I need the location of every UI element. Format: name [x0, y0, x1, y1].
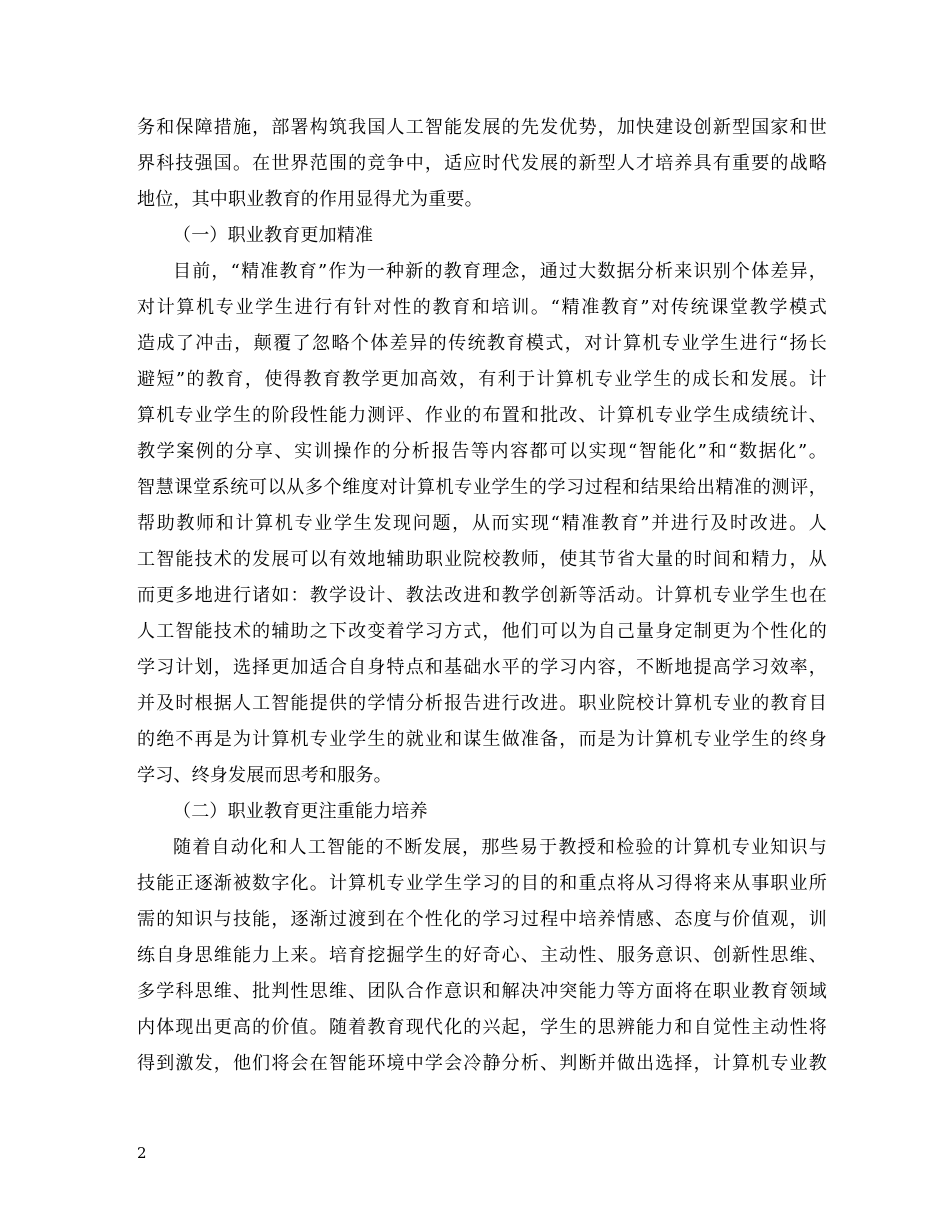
text-line: 并及时根据人工智能提供的学情分析报告进行改进。职业院校计算机专业的教育目 — [137, 693, 827, 714]
text-line: 务和保障措施，部署构筑我国人工智能发展的先发优势，加快建设创新型国家和世 — [137, 117, 827, 138]
text-line: 造成了冲击，颠覆了忽略个体差异的传统教育模式，对计算机专业学生进行“扬长 — [137, 333, 827, 354]
text-line: 学习计划，选择更加适合自身特点和基础水平的学习内容，不断地提高学习效率， — [137, 657, 827, 678]
text-line: 界科技强国。在世界范围的竞争中，适应时代发展的新型人才培养具有重要的战略 — [137, 153, 827, 174]
text-line: 的绝不再是为计算机专业学生的就业和谋生做准备，而是为计算机专业学生的终身 — [137, 729, 827, 750]
text-line: 内体现出更高的价值。随着教育现代化的兴起，学生的思辨能力和自觉性主动性将 — [137, 1017, 827, 1038]
text-line: 需的知识与技能，逐渐过渡到在个性化的学习过程中培养情感、态度与价值观，训 — [137, 909, 827, 930]
text-line: 智慧课堂系统可以从多个维度对计算机专业学生的学习过程和结果给出精准的测评， — [137, 477, 827, 498]
text-line: 练自身思维能力上来。培育挖掘学生的好奇心、主动性、服务意识、创新性思维、 — [137, 945, 827, 966]
text-line: 得到激发，他们将会在智能环境中学会冷静分析、判断并做出选择，计算机专业教 — [137, 1053, 827, 1074]
text-line: 学习、终身发展而思考和服务。 — [137, 765, 392, 786]
text-line: 算机专业学生的阶段性能力测评、作业的布置和批改、计算机专业学生成绩统计、 — [137, 405, 827, 426]
text-line: 而更多地进行诸如：教学设计、教法改进和教学创新等活动。计算机专业学生也在 — [137, 585, 827, 606]
text-line: 人工智能技术的辅助之下改变着学习方式，他们可以为自己量身定制更为个性化的 — [137, 621, 827, 642]
page-number: 2 — [137, 1144, 147, 1162]
section-heading: （二）职业教育更注重能力培养 — [173, 801, 428, 822]
text-line: 工智能技术的发展可以有效地辅助职业院校教师，使其节省大量的时间和精力，从 — [137, 549, 827, 570]
text-line: 技能正逐渐被数字化。计算机专业学生学习的目的和重点将从习得将来从事职业所 — [137, 873, 827, 894]
text-line: 地位，其中职业教育的作用显得尤为重要。 — [137, 189, 483, 210]
text-line: 多学科思维、批判性思维、团队合作意识和解决冲突能力等方面将在职业教育领域 — [137, 981, 827, 1002]
text-line: 随着自动化和人工智能的不断发展，那些易于教授和检验的计算机专业知识与 — [173, 837, 827, 858]
text-line: 对计算机专业学生进行有针对性的教育和培训。“精准教育”对传统课堂教学模式 — [137, 297, 827, 318]
section-heading: （一）职业教育更加精准 — [173, 225, 374, 246]
text-line: 避短”的教育，使得教育教学更加高效，有利于计算机专业学生的成长和发展。计 — [137, 369, 827, 390]
text-line: 教学案例的分享、实训操作的分析报告等内容都可以实现“智能化”和“数据化”。 — [137, 441, 827, 462]
text-line: 帮助教师和计算机专业学生发现问题，从而实现“精准教育”并进行及时改进。人 — [137, 513, 827, 534]
text-line: 目前，“精准教育”作为一种新的教育理念，通过大数据分析来识别个体差异， — [173, 261, 827, 282]
